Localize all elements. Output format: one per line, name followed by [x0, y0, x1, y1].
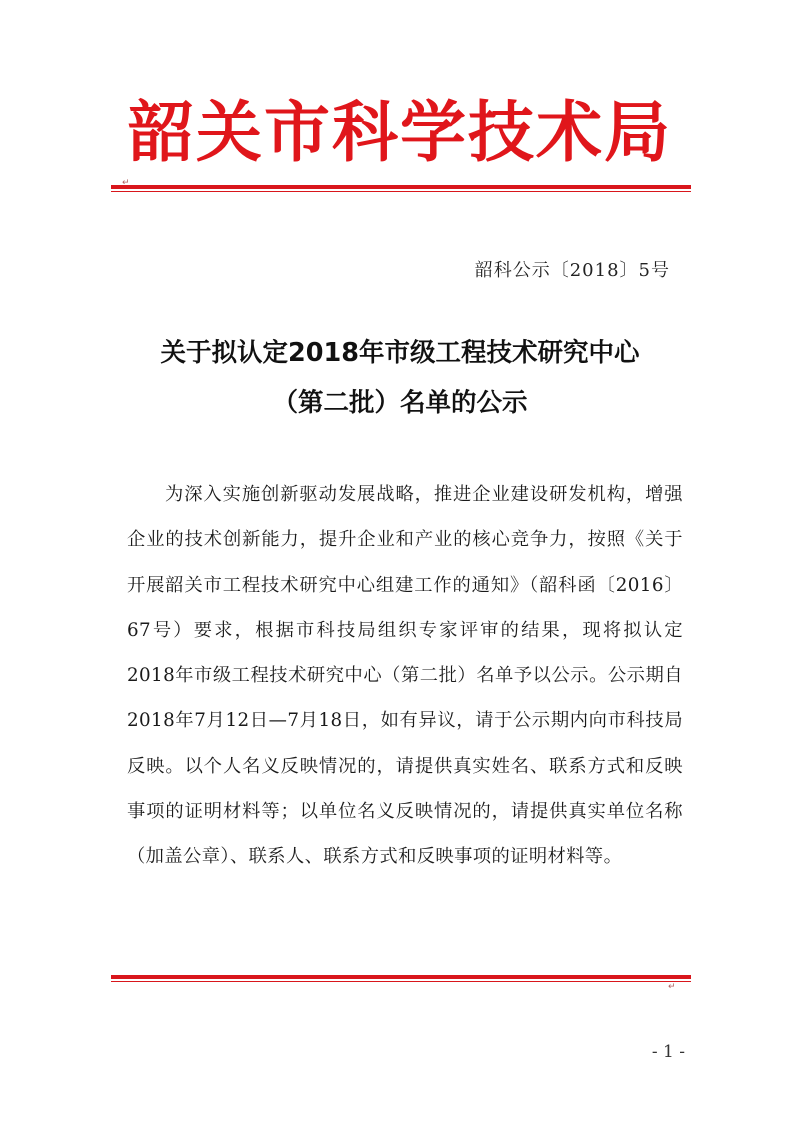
- paragraph-mark-icon: ↵: [122, 178, 130, 188]
- document-number: 韶科公示〔2018〕5号: [474, 260, 670, 281]
- footer-red-rule: [111, 975, 691, 982]
- title-line-2: （第二批）名单的公示: [272, 388, 528, 418]
- issuer-masthead: 韶关市科学技术局: [128, 93, 672, 171]
- notice-body: 为深入实施创新驱动发展战略，推进企业建设研发机构，增强企业的技术创新能力，提升企业和产业的核心竞争力，按照《关于开展韶关市工程技术研究中心组建工作的通知》（韶科函〔2016〕67号）要求，根据市科技局组织专家评审的结果，现将拟认定2018年市级工程技术研究中心（第二批）名单予以公示。公示期自2018年7月12日—7月18日，如有异议，请于公示期内向市科技局反映。以个人名义反映情况的，请提供真实姓名、联系方式和反映事项的证明材料等；以单位名义反映情况的，请提供真实单位名称（加盖公章）、联系人、联系方式和反映事项的证明材料等。: [127, 484, 683, 868]
- title-line-1: 关于拟认定2018年市级工程技术研究中心: [160, 338, 640, 368]
- paragraph-mark-icon: ↵: [668, 982, 676, 992]
- document-title: [0, 328, 800, 428]
- rule-thin-line: [111, 191, 691, 192]
- header-red-rule: [111, 185, 691, 192]
- page-number: [0, 1042, 800, 1062]
- rule-thin-line: [111, 981, 691, 982]
- page-number-text: - 1 -: [651, 1042, 685, 1062]
